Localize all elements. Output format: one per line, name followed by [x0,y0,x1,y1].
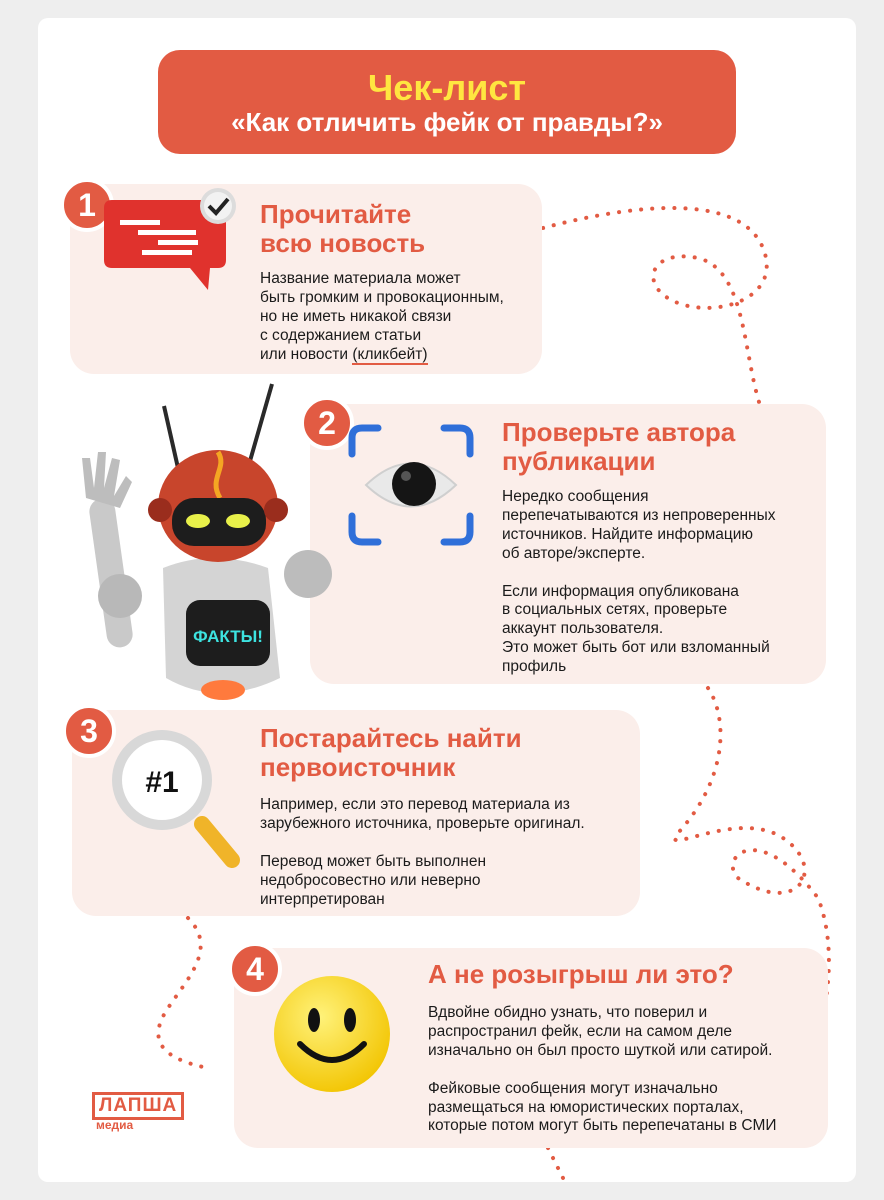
page-title: Чек-лист [368,66,526,108]
step-number-badge-1: 1 [60,178,114,232]
smiley-icon [270,972,394,1096]
step-text-1 [260,270,504,365]
step-title-1: Прочитайте всю новость [260,199,426,259]
robot-screen-text: ФАКТЫ! [193,627,263,646]
step-text-4: Вдвойне обидно узнать, что поверил и распространил фейк, если на самом деле изначально он был просто шуткой или сатирой. Фейковые сообщения могут изначально размещаться на юмористических порталах, которые потом могут быть перепечатаны в СМИ [428,1004,777,1135]
step-number-badge-2: 2 [300,396,354,450]
message-bubble-check-icon [98,186,248,296]
eye-scan-icon [346,422,476,548]
page-subtitle: «Как отличить фейк от правды?» [231,106,663,137]
logo-main: ЛАПША [92,1092,184,1120]
step-number-badge-4: 4 [228,942,282,996]
step-text-1-body: Название материала может быть громким и провокационным, но не иметь никакой связи с содержанием статьи или новости [260,270,504,363]
step-title-4: А не розыгрыш ли это? [428,959,734,989]
step-title-3: Постарайтесь найти первоисточник [260,723,522,783]
header-banner [158,50,736,154]
logo-sub: медиа [96,1118,134,1132]
lapsha-media-logo [92,1092,184,1132]
clickbait-term: (кликбейт) [352,345,428,363]
checklist-poster [38,18,856,1182]
step-text-2: Нередко сообщения перепечатываются из непроверенных источников. Найдите информацию об авторе/эксперте. Если информация опубликована в социальных сетях, проверьте аккаунт пользователя. Это может быть бот или взломанный профиль [502,488,776,676]
magnifier-icon [104,724,244,874]
step-text-3: Например, если это перевод материала из зарубежного источника, проверьте оригинал. Перевод может быть выполнен недобросовестно или неверно интерпретирован [260,796,585,908]
robot-icon [68,378,358,713]
magnifier-label: #1 [145,766,179,799]
step-title-2: Проверьте автора публикации [502,417,736,477]
step-number-badge-3: 3 [62,704,116,758]
